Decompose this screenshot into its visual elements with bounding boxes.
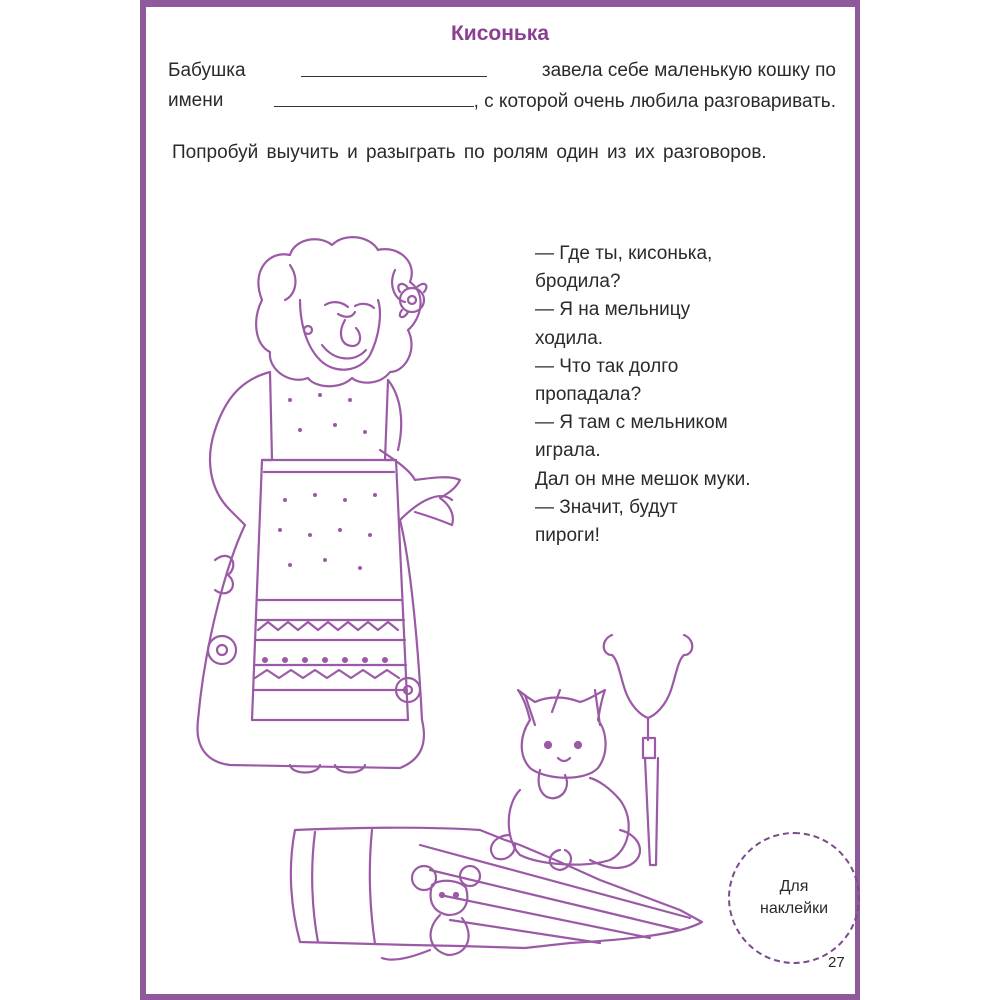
dialogue-line: — Где ты, кисонька,: [535, 243, 713, 264]
dialogue-line: пироги!: [535, 525, 600, 547]
dialogue-line: пропадала?: [535, 384, 642, 406]
page-number: 27: [828, 954, 845, 971]
dialogue-line: — Что так долго: [535, 355, 679, 377]
dialogue-line: ходила.: [535, 327, 604, 349]
dialogue-line: — Я там с мельником: [535, 412, 728, 434]
intro-word-grandma: Бабушка: [168, 60, 246, 81]
yoke-stand-illustration: [604, 635, 693, 865]
dialogue-line: Дал он мне мешок муки.: [535, 468, 751, 490]
intro-line1-end: завела себе маленькую кошку по: [541, 60, 836, 81]
intro-line2-end: , с которой очень любила разговаривать.: [473, 91, 836, 112]
dialogue-line: бродила?: [535, 271, 621, 293]
sticker-label-line1: Для: [779, 878, 809, 895]
intro-word-name: имени: [168, 90, 224, 111]
sticker-label-line2: наклейки: [759, 900, 829, 917]
page-title: Кисонька: [450, 22, 550, 45]
dialogue-line: — Значит, будут: [535, 496, 678, 518]
task-instruction: Попробуй выучить и разыграть по ролям один из их разговоров.: [172, 142, 767, 163]
grandmother-illustration: [197, 237, 460, 772]
sticker-placeholder[interactable]: [728, 832, 860, 964]
dialogue-line: — Я на мельницу: [535, 299, 691, 321]
dialogue-line: играла.: [535, 440, 601, 462]
